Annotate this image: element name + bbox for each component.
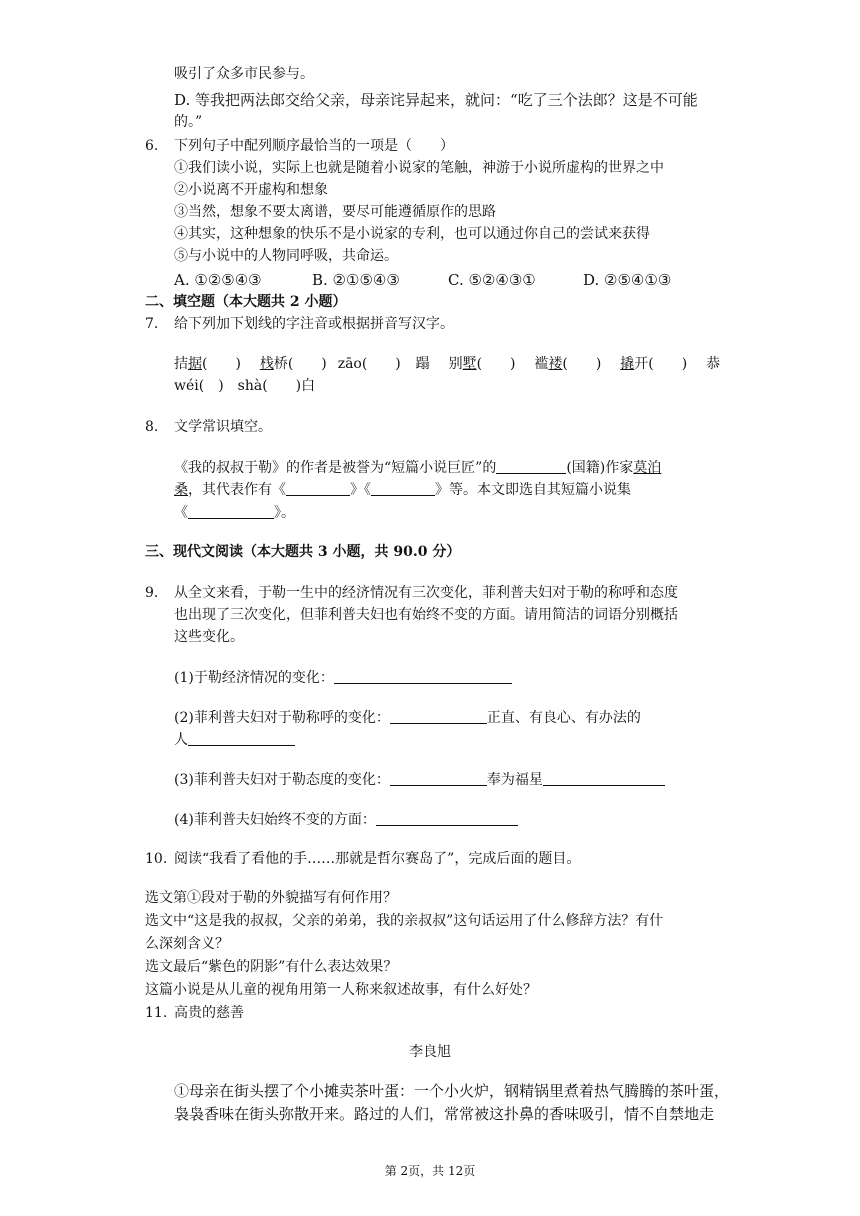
answer-blank[interactable] — [496, 458, 566, 474]
q11-title: 高贵的慈善 — [174, 1005, 244, 1021]
section-heading-fill-in: 二、填空题（本大题共 2 小题） — [145, 294, 347, 310]
answer-blank[interactable] — [371, 480, 435, 496]
q10-stem: 阅读“我看了看他的手……那就是哲尔赛岛了”，完成后面的题目。 — [174, 851, 581, 867]
section-heading-reading: 三、现代文阅读（本大题共 3 小题，共 90.0 分） — [145, 544, 461, 560]
q6-option-d: D. ②⑤④①③ — [583, 271, 672, 289]
q7-word-3: zāo( ) — [337, 356, 401, 372]
answer-blank[interactable] — [376, 810, 518, 826]
q8-line-3: 《 》。 — [174, 505, 295, 521]
q5-option-c-continuation: 吸引了众多市民参与。 — [174, 66, 314, 82]
answer-blank[interactable] — [188, 730, 295, 746]
q7-word-8: 恭 — [706, 356, 721, 372]
q6-sentence-5: ⑤与小说中的人物同呼吸，共命运。 — [174, 248, 398, 264]
q7-word-5: 别墅( ) — [448, 356, 516, 372]
q7-row-1 — [174, 353, 720, 375]
answer-blank[interactable] — [188, 503, 274, 519]
q9-part-4: (4)菲利普夫妇始终不变的方面： — [174, 809, 518, 831]
q8-line-2: 桑，其代表作有《 》《 》等。本文即选自其短篇小说集 — [174, 482, 631, 498]
q11-paragraph-line1: ①母亲在街头摆了个小摊卖茶叶蛋：一个小火炉，钢精锅里煮着热气腾腾的茶叶蛋， — [174, 1082, 730, 1100]
q11-paragraph-line2: 袅袅香味在街头弥散开来。路过的人们，常常被这扑鼻的香味吸引，情不自禁地走 — [174, 1105, 715, 1123]
q6-option-c: C. ⑤②④③① — [448, 271, 536, 289]
q9-line-1: 从全文来看，于勒一生中的经济情况有三次变化，菲利普夫妇对于勒的称呼和态度 — [174, 585, 678, 601]
q9-part-2: (2)菲利普夫妇对于勒称呼的变化： 正直、有良心、有办法的 — [174, 710, 641, 726]
q7-word-6: 褴褛( ) — [534, 356, 602, 372]
q6-stem: 下列句子中配列顺序最恰当的一项是（ ） — [174, 138, 454, 154]
answer-blank[interactable] — [390, 770, 487, 786]
q6-option-b: B. ②①⑤④③ — [312, 271, 400, 289]
q11-number: 11. — [145, 1005, 168, 1021]
q9-part-2-cont: 人 — [174, 729, 295, 751]
q7-word-4: 蹋 — [415, 356, 430, 372]
q6-option-a: A. ①②⑤④③ — [174, 271, 262, 289]
q9-part-3: (3)菲利普夫妇对于勒态度的变化： 奉为福星 — [174, 769, 665, 791]
answer-blank[interactable] — [543, 770, 665, 786]
q10-sub-c: 选文最后“紫色的阴影”有什么表达效果？ — [145, 959, 398, 975]
q6-sentence-4: ④其实，这种想象的快乐不是小说家的专利，也可以通过你自己的尝试来获得 — [174, 226, 650, 242]
q7-word-7: 撬开( ) — [620, 356, 688, 372]
q10-sub-b-line1: 选文中“这是我的叔叔，父亲的弟弟，我的亲叔叔”这句话运用了什么修辞方法？有什 — [145, 913, 664, 929]
q7-word-2: 栈桥( ) — [259, 356, 327, 372]
q6-sentence-1: ①我们读小说，实际上也就是随着小说家的笔触，神游于小说所虚构的世界之中 — [174, 160, 664, 176]
q9-part-1: (1)于勒经济情况的变化： — [174, 667, 512, 689]
q10-sub-a: 选文第①段对于勒的外貌描写有何作用？ — [145, 890, 397, 906]
q9-line-2: 也出现了三次变化，但菲利普夫妇也有始终不变的方面。请用简洁的词语分别概括 — [174, 607, 678, 623]
q10-sub-d: 这篇小说是从儿童的视角用第一人称来叙述故事，有什么好处？ — [145, 982, 537, 998]
q6-number: 6. — [145, 138, 159, 154]
q10-number: 10. — [145, 851, 168, 867]
q8-number: 8. — [145, 419, 159, 435]
page-footer: 第 2页，共 12页 — [384, 1164, 476, 1178]
q6-sentence-2: ②小说离不开虚构和想象 — [174, 182, 328, 198]
q7-number: 7. — [145, 316, 159, 332]
q8-stem: 文学常识填空。 — [174, 419, 272, 435]
q9-line-3: 这些变化。 — [174, 629, 244, 645]
q5-option-d-line1: D. 等我把两法郎交给父亲，母亲诧异起来，就问：“吃了三个法郎？这是不可能 — [174, 91, 698, 109]
q7-row-2: wéi( ) shà( )白 — [174, 378, 316, 394]
q5-option-d-line2: 的。” — [174, 114, 203, 130]
q7-word-1: 拮据( ) — [174, 356, 241, 372]
answer-blank[interactable] — [334, 668, 512, 684]
q11-author: 李良旭 — [409, 1044, 451, 1060]
q9-number: 9. — [145, 585, 159, 601]
q7-stem: 给下列加下划线的字注音或根据拼音写汉字。 — [174, 316, 454, 332]
q6-sentence-3: ③当然，想象不要太离谱，要尽可能遵循原作的思路 — [174, 204, 496, 220]
answer-blank[interactable] — [286, 480, 350, 496]
q8-line-1: 《我的叔叔于勒》的作者是被誉为“短篇小说巨匠”的 (国籍)作家莫泊 — [174, 460, 662, 476]
q10-sub-b-line2: 么深刻含义？ — [145, 936, 229, 952]
answer-blank[interactable] — [390, 708, 487, 724]
